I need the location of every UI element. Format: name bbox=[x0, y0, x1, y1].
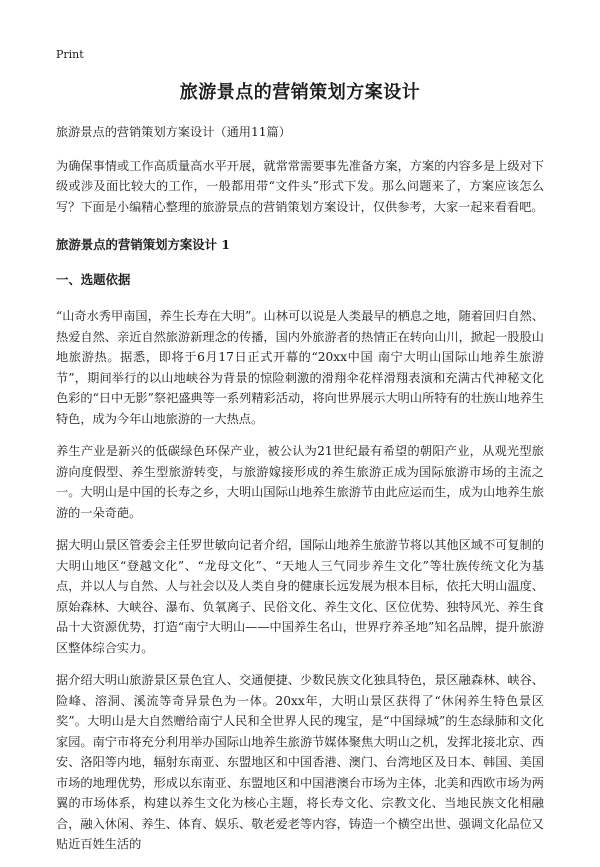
section-heading: 旅游景点的营销策划方案设计 1 bbox=[56, 237, 231, 252]
document-body bbox=[56, 122, 544, 867]
page-title: 旅游景点的营销策划方案设计 bbox=[179, 82, 421, 103]
intro-paragraph: 为确保事情或工作高质量高水平开展，就常常需要事先准备方案，方案的内容多是上级对下级或涉及面比较大的工作，一般都用带“文件头”形式下发。那么问题来了，方案应该怎么写？下面是小编精心整理的旅游景点的营销策划方案设计，仅供参考，大家一起来看看吧。 bbox=[56, 158, 544, 214]
print-link[interactable]: Print bbox=[56, 48, 84, 61]
body-paragraph-2: 养生产业是新兴的低碳绿色环保产业，被公认为21世纪最有希望的朝阳产业，从观光型旅游向度假型、养生型旅游转变，与旅游嫁接形成的养生旅游正成为国际旅游市场的主流之一。大明山是中国的长寿之乡，大明山国际山地养生旅游节由此应运而生，成为山地养生旅游的一朵奇葩。 bbox=[56, 444, 544, 520]
body-paragraph-4: 据介绍大明山旅游景区景色宜人、交通便捷、少数民族文化独具特色，景区融森林、峡谷、险峰、溶洞、溪流等奇异景色为一体。20xx年，大明山景区获得了“休闲养生特色景区奖”。大明山是大自然赠给南宁人民和全世界人民的瑰宝，是“中国绿城”的生态绿肺和文化家园。南宁市将充分利用举办国际山地养生旅游节媒体聚焦大明山之机，发挥北接北京、西安、洛阳等内地，辐射东南亚、东盟地区和中国香港、澳门、台湾地区及日本、韩国、美国市场的地理优势，形成以东南亚、东盟地区和中国港澳台市场为主体，北美和西欧市场为两翼的市场体系，构建以养生文化为核心主题，将长寿文化、宗教文化、当地民族文化相融合，融入休闲、养生、体育、娱乐、敬老爱老等内容，铸造一个横空出世、强调文化品位又贴近百姓生活的 bbox=[56, 673, 544, 851]
document-subtitle: 旅游景点的营销策划方案设计（通用11篇） bbox=[56, 125, 291, 139]
subsection-heading: 一、选题依据 bbox=[56, 271, 131, 287]
body-paragraph-3: 据大明山景区管委会主任罗世敏向记者介绍，国际山地养生旅游节将以其他区域不可复制的大明山地区“登越文化”、“龙母文化”、“天地人三气同步养生文化”等壮族传统文化为基点，并以人与自然、人与社会以及人类自身的健康长远发展为根本目标，依托大明山温度、原始森林、大峡谷、瀑布、负氧离子、民俗文化、养生文化、区位优势、独特风光、养生食品十大资源优势，打造“南宁大明山——中国养生名山，世界疗养圣地”知名品牌，提升旅游区整体综合实力。 bbox=[56, 538, 544, 655]
body-paragraph-1: “山奇水秀甲南国，养生长寿在大明”。山林可以说是人类最早的栖息之地，随着回归自然、热爱自然、亲近自然旅游新理念的传播，国内外旅游者的热情正在转向山川，掀起一股股山地旅游热。据悉，即将于6月17日正式开幕的“20xx中国 南宁大明山国际山地养生旅游节”，期间举行的以山地峡谷为背景的惊险刺激的滑翔伞花样滑翔表演和充满古代神秘文化色彩的“日中无影”祭祀盛典等一系列精彩活动，将向世界展示大明山所特有的壮族山地养生特色，成为今年山地旅游的一大热点。 bbox=[56, 309, 544, 426]
